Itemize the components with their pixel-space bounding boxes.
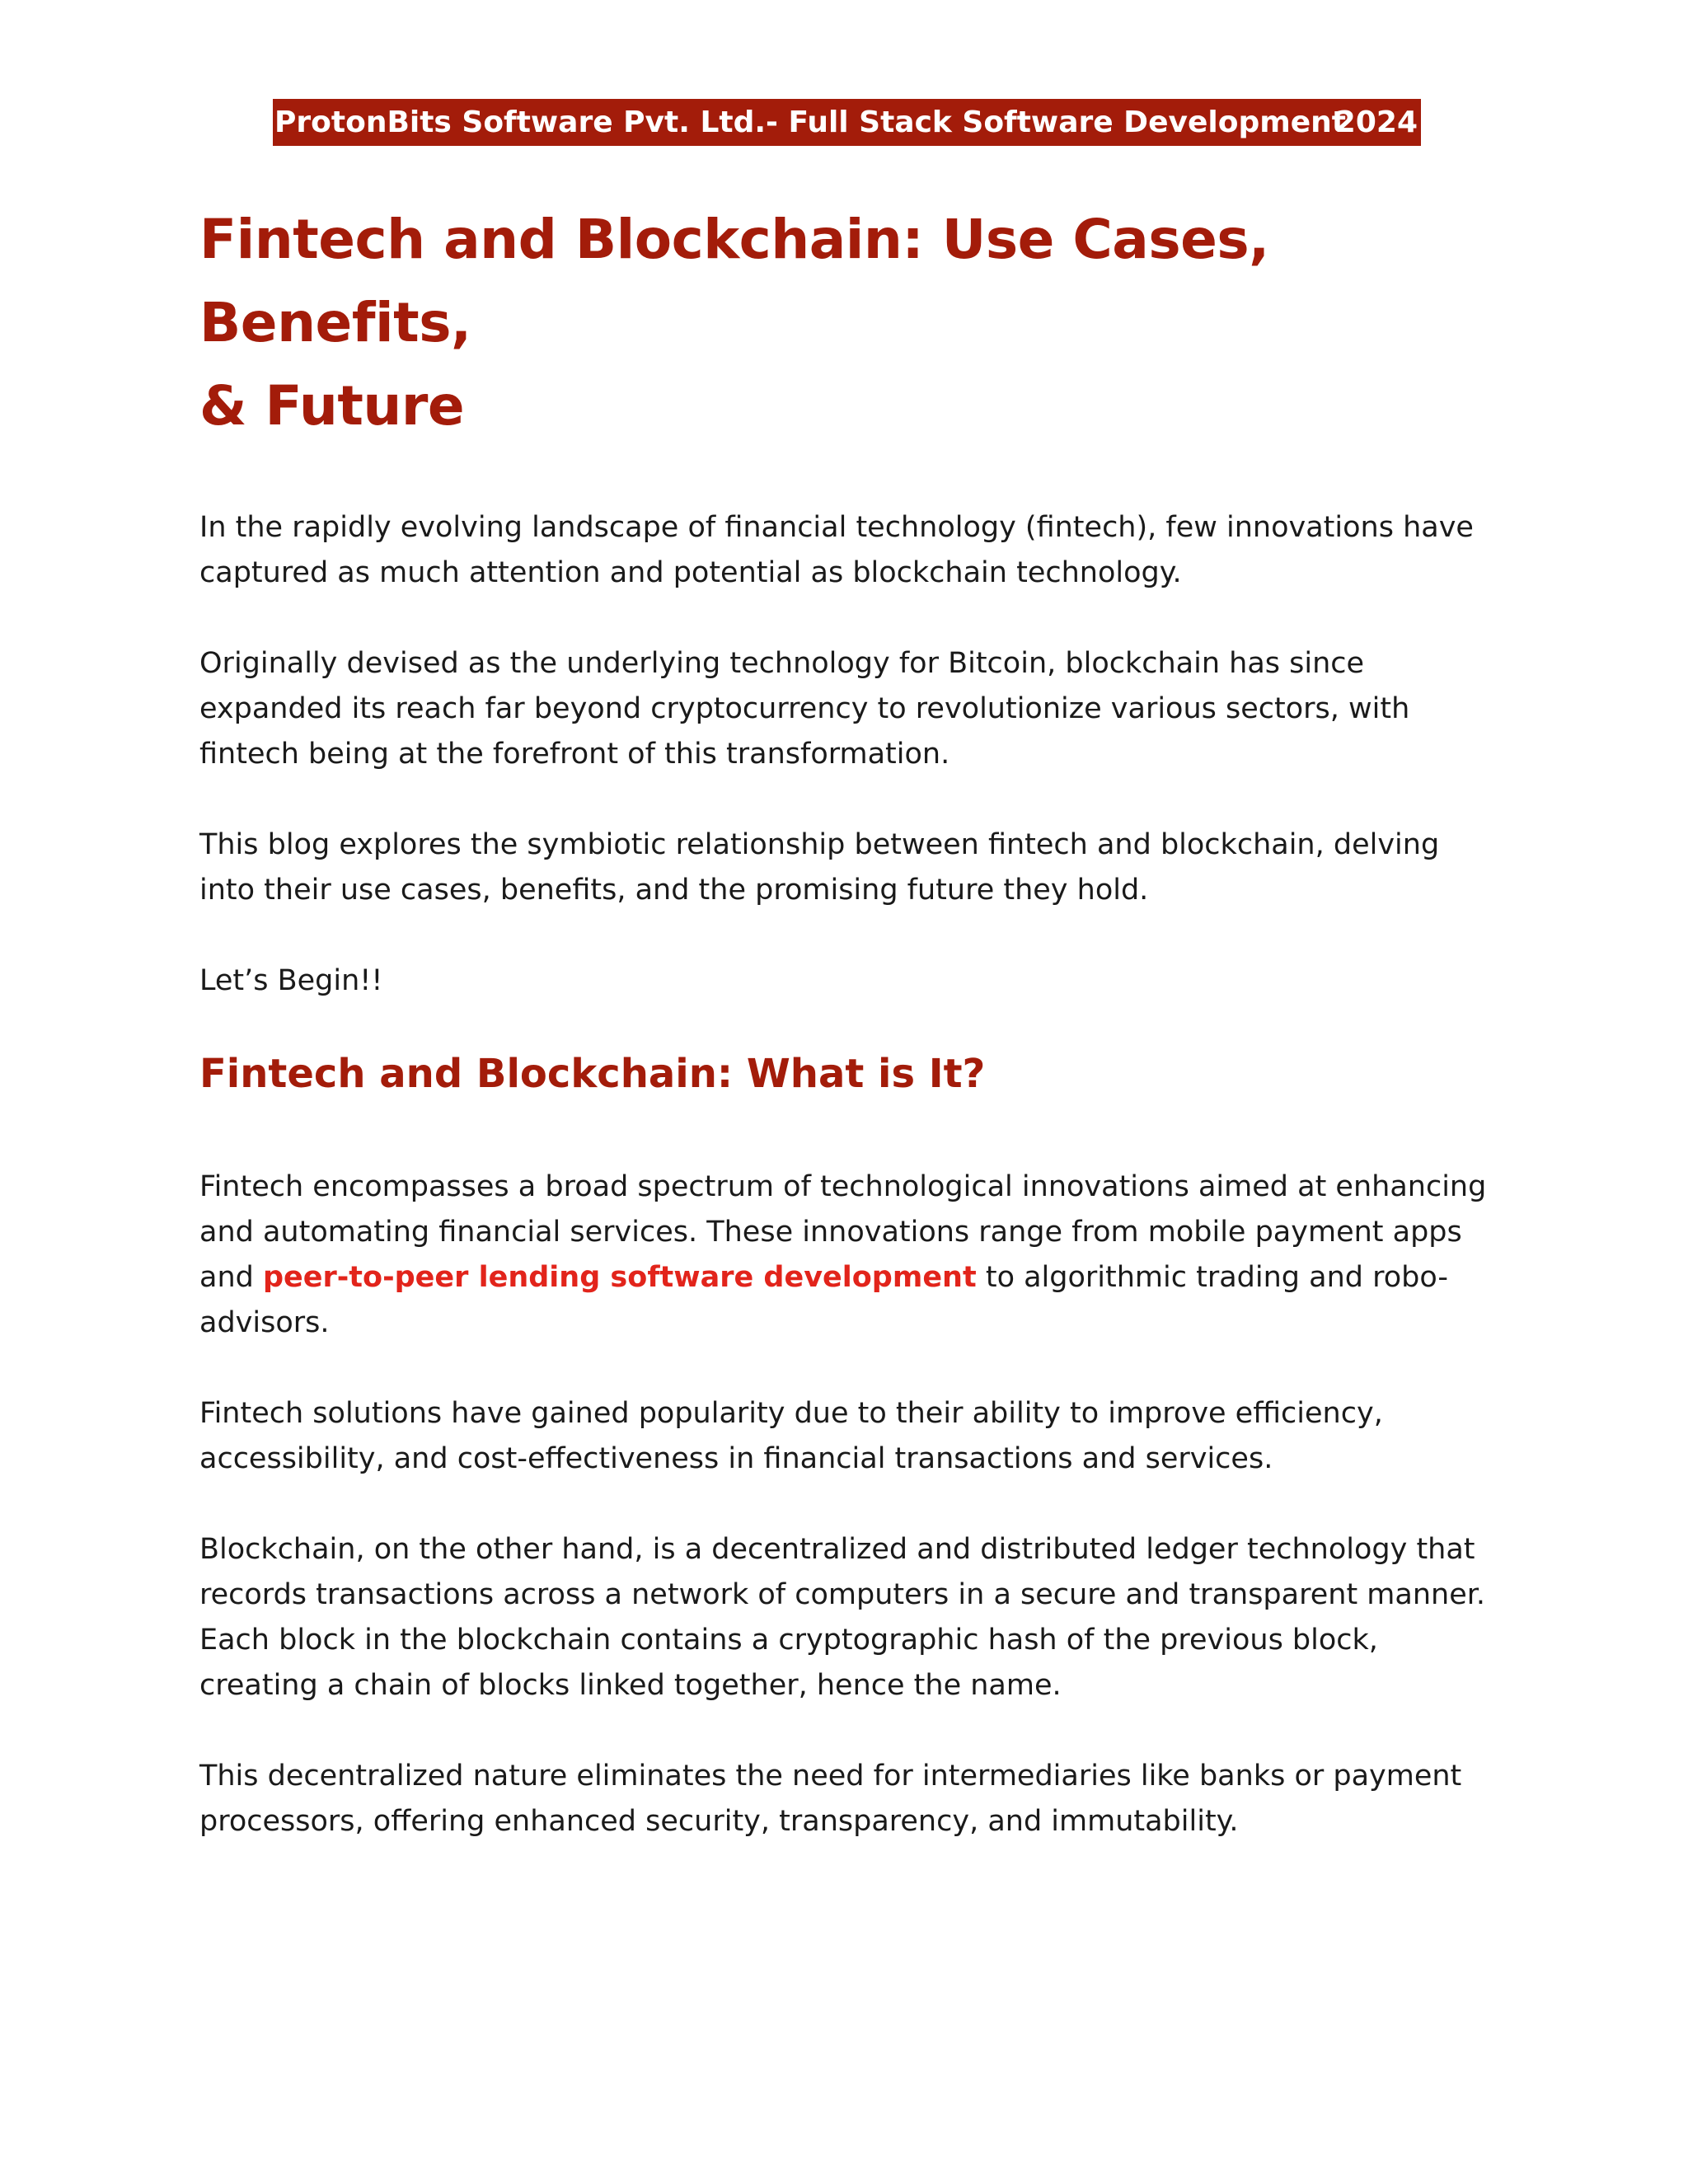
article-title-line-2: & Future bbox=[199, 374, 465, 438]
intro-paragraph-4: Let’s Begin!! bbox=[199, 964, 383, 997]
section-paragraph-2: Fintech solutions have gained popularity due to their ability to improve efficiency, accessibility, and cost-effectiveness in financial transactions and services. bbox=[199, 1397, 1383, 1475]
article-title bbox=[199, 198, 1502, 448]
header-year: 2024 bbox=[1334, 105, 1418, 139]
section-paragraph-4: This decentralized nature eliminates the need for intermediaries like banks or payment processors, offering enhanced security, transparency, and immutability. bbox=[199, 1760, 1462, 1838]
header-band bbox=[273, 99, 1421, 146]
peer-to-peer-lending-link[interactable]: peer-to-peer lending software development bbox=[262, 1261, 977, 1294]
intro-paragraph-2: Originally devised as the underlying technology for Bitcoin, blockchain has since expanded its reach far beyond cryptocurrency to revolutionize various sectors, with fintech being at the forefront of this transformation. bbox=[199, 647, 1410, 771]
section-paragraph-1-text-b: to algorithmic trading and robo-advisors. bbox=[199, 1261, 1449, 1339]
intro-paragraph-1: In the rapidly evolving landscape of financial technology (fintech), few innovations have captured as much attention and potential as blockchain technology. bbox=[199, 511, 1474, 589]
section-heading: Fintech and Blockchain: What is It? bbox=[199, 1051, 986, 1097]
section-paragraph-3: Blockchain, on the other hand, is a decentralized and distributed ledger technology that records transactions across a network of computers in a secure and transparent manner. Each block in the blockchain contains a cryptographic hash of the previous block, creating a chain of blocks linked together, hence the name. bbox=[199, 1533, 1486, 1702]
section-paragraph-1 bbox=[199, 1165, 1502, 1346]
intro-paragraph-3: This blog explores the symbiotic relationship between fintech and blockchain, delving into their use cases, benefits, and the promising future they hold. bbox=[199, 828, 1440, 907]
section-paragraph-1-text-a: Fintech encompasses a broad spectrum of technological innovations aimed at enhancing and automating financial services. These innovations range from mobile payment apps and bbox=[199, 1170, 1487, 1294]
article-title-line-1: Fintech and Blockchain: Use Cases, Benefits, bbox=[199, 208, 1269, 354]
header-company: ProtonBits Software Pvt. Ltd.- Full Stack Software Development bbox=[274, 105, 1346, 139]
article-body bbox=[199, 198, 1502, 1844]
